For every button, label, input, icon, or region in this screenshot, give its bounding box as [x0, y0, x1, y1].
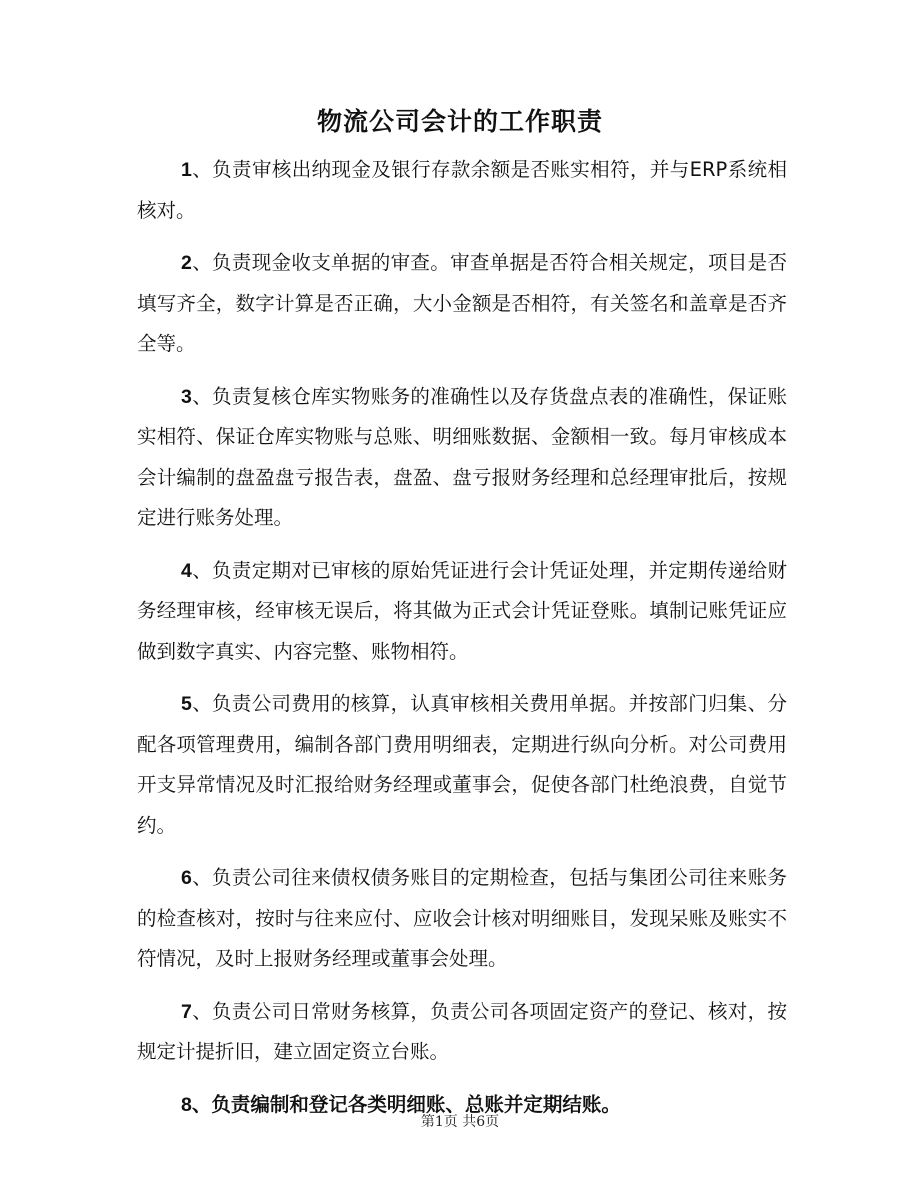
item-text: 、负责公司日常财务核算，负责公司各项固定资产的登记、核对，按规定计提折旧，建立固定资立台账。: [137, 999, 787, 1063]
duty-item-6: [137, 858, 787, 980]
item-number: 8: [181, 1093, 192, 1116]
item-number: 2: [181, 252, 192, 274]
item-text: 、负责编制和登记各类明细账、总账并定期结账。: [191, 1092, 621, 1116]
duty-item-3: [137, 377, 787, 539]
document-body: [137, 150, 787, 1137]
item-text: 、负责公司费用的核算，认真审核相关费用单据。并按部门归集、分配各项管理费用，编制各部门费用明细表，定期进行纵向分析。对公司费用开支异常情况及时汇报给财务经理或董事会，促使各部门杜绝浪费，自觉节约。: [137, 692, 787, 837]
duty-item-2: [137, 243, 787, 365]
item-number: 5: [181, 693, 192, 715]
item-text: 、负责审核出纳现金及银行存款余额是否账实相符，并与ERP系统相核对。: [137, 158, 787, 222]
item-number: 1: [181, 159, 192, 181]
item-text: 、负责定期对已审核的原始凭证进行会计凭证处理，并定期传递给财务经理审核，经审核无误后，将其做为正式会计凭证登账。填制记账凭证应做到数字真实、内容完整、账物相符。: [137, 558, 787, 663]
item-text: 、负责复核仓库实物账务的准确性以及存货盘点表的准确性，保证账实相符、保证仓库实物账与总账、明细账数据、金额相一致。每月审核成本会计编制的盘盈盘亏报告表，盘盈、盘亏报财务经理和总经理审批后，按规定进行账务处理。: [137, 384, 787, 529]
item-text: 、负责现金收支单据的审查。审查单据是否符合相关规定，项目是否填写齐全，数字计算是否正确，大小金额是否相符，有关签名和盖章是否齐全等。: [137, 251, 787, 355]
duty-item-1: [137, 150, 787, 231]
duty-item-7: [137, 992, 787, 1073]
document-title: 物流公司会计的工作职责: [316, 107, 603, 136]
item-number: 6: [181, 867, 192, 889]
duty-item-5: [137, 684, 787, 846]
item-text: 、负责公司往来债权债务账目的定期检查，包括与集团公司往来账务的检查核对，按时与往来应付、应收会计核对明细账目，发现呆账及账实不符情况，及时上报财务经理或董事会处理。: [137, 866, 787, 970]
item-number: 4: [181, 559, 192, 582]
page-number-footer: 第1页 共6页: [420, 1114, 500, 1130]
duty-item-4: [137, 551, 787, 673]
item-number: 3: [181, 385, 192, 408]
item-number: 7: [181, 1000, 192, 1023]
